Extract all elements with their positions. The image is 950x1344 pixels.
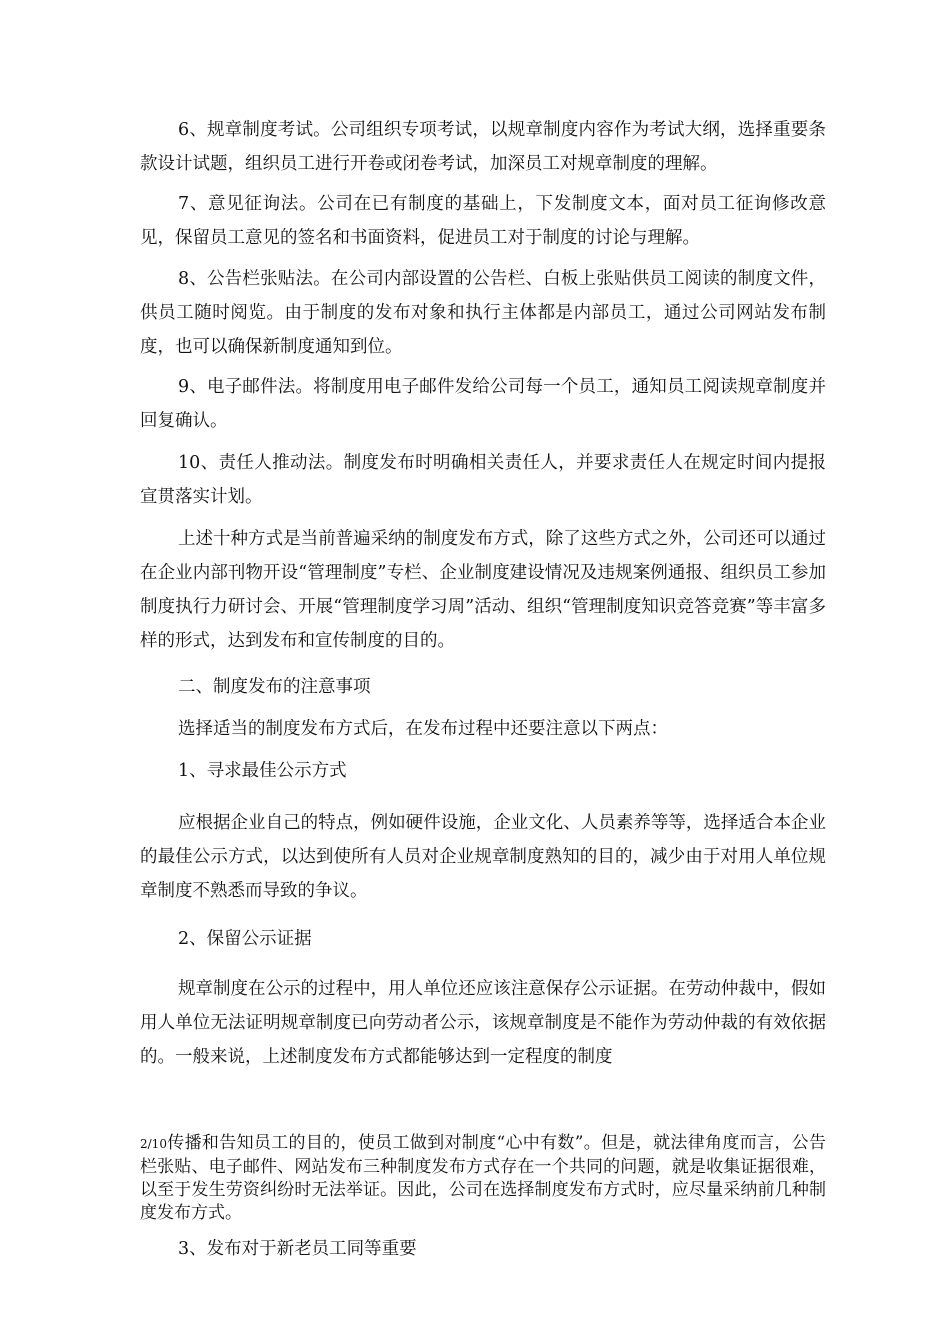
paragraph-best-method: 应根据企业自己的特点，例如硬件设施，企业文化、人员素养等等，选择适合本企业的最佳公示方式，以达到使所有人员对企业规章制度熟知的目的，减少由于对用人单位规章制度不熟悉而导致的争议。 (140, 813, 826, 901)
paragraph-continued (140, 1132, 826, 1225)
paragraph-8-bulletin: 8、公告栏张贴法。在公司内部设置的公告栏、白板上张贴供员工阅读的制度文件，供员工随时阅览。由于制度的发布对象和执行主体都是内部员工，通过公司网站发布制度，也可以确保新制度通知到位。 (140, 269, 826, 357)
subheading-2: 2、保留公示证据 (178, 929, 312, 949)
paragraph-10-responsible: 10、责任人推动法。制度发布时明确相关责任人，并要求责任人在规定时间内提报宣贯落实计划。 (140, 453, 826, 507)
paragraph-summary: 上述十种方式是当前普遍采纳的制度发布方式，除了这些方式之外，公司还可以通过在企业内部刊物开设“管理制度”专栏、企业制度建设情况及违规案例通报、组织员工参加制度执行力研讨会、开展“管理制度学习周”活动、组织“管理制度知识竞答竞赛”等丰富多样的形式，达到发布和宣传制度的目的。 (140, 529, 826, 651)
section-heading-2: 二、制度发布的注意事项 (178, 677, 371, 697)
subheading-1: 1、寻求最佳公示方式 (178, 761, 347, 781)
subheading-3: 3、发布对于新老员工同等重要 (178, 1239, 417, 1259)
paragraph-9-email: 9、电子邮件法。将制度用电子邮件发给公司每一个员工，通知员工阅读规章制度并回复确认。 (140, 377, 826, 431)
paragraph-7-opinion: 7、意见征询法。公司在已有制度的基础上，下发制度文本，面对员工征询修改意见，保留员工意见的签名和书面资料，促进员工对于制度的讨论与理解。 (140, 194, 826, 248)
paragraph-keep-evidence: 规章制度在公示的过程中，用人单位还应该注意保存公示证据。在劳动仲裁中，假如用人单位无法证明规章制度已向劳动者公示，该规章制度是不能作为劳动仲裁的有效依据的。一般来说，上述制度发布方式都能够达到一定程度的制度 (140, 979, 826, 1067)
paragraph-6-exam: 6、规章制度考试。公司组织专项考试，以规章制度内容作为考试大纲，选择重要条款设计试题，组织员工进行开卷或闭卷考试，加深员工对规章制度的理解。 (140, 120, 826, 174)
paragraph-intro-points: 选择适当的制度发布方式后，在发布过程中还要注意以下两点： (178, 719, 668, 739)
paragraph-continued-text: 传播和告知员工的目的，使员工做到对制度“心中有数”。但是，就法律角度而言，公告栏张贴、电子邮件、网站发布三种制度发布方式存在一个共同的问题，就是收集证据很难，以至于发生劳资纠纷时无法举证。因此，公司在选择制度发布方式时，应尽量采纳前几种制度发布方式。 (140, 1133, 826, 1223)
page-number: 2/10 (140, 1137, 167, 1151)
